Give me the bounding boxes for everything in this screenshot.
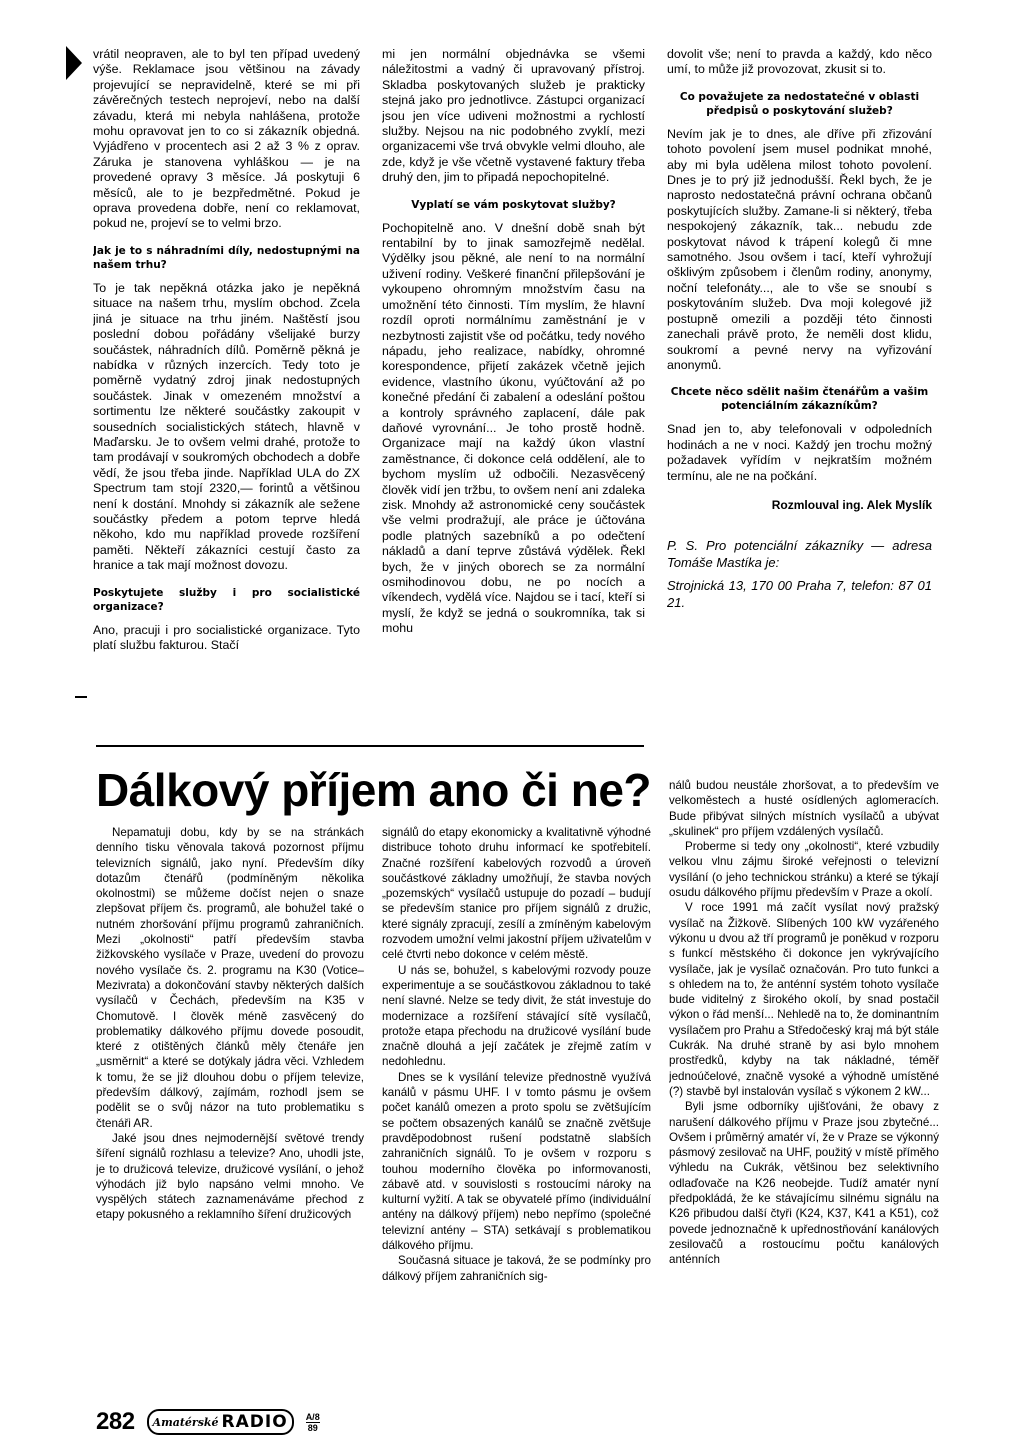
article-paragraph: signálů do etapy ekonomicky a kvalitativně výhodné distribuce tohoto druhu informací ke spotřebitelí. Značné rozšíření kabelových rozvodů a úroveň součástkové základny umožňují, že stavba nových „pozemských“ vysílačů ustupuje do pozadí – budují se především stanice pro příjem signálů z družic, které signály zpracují, zesílí a zmíněným kabelovým rozvodem umožní velmi jakostní příjem uživatelům v celé čtvrti nebo dokonce v celém městě. (382, 826, 651, 962)
interview-column-3 (667, 47, 932, 737)
section-divider (96, 745, 644, 747)
continuation-arrow-icon (66, 46, 82, 80)
interview-paragraph: To je tak nepěkná otázka jako je nepěkná situace na našem trhu, myslím obchod. Zcela jiná je situace na trhu jiném. Naštěstí jsou poslední dobou pořádány všelijaké burzy součástek, náhradních dílů. Poměrně pěkná je nabídka v různých inzercích. Tedy toto je poměrně vydatný zdroj jinak nedostupných součástek. Jinak v omezeném množství a sortimentu lze některé součástky zakoupit v sousedních socialistických státech, hlavně v Maďarsku. Je to ovšem velmi drahé, protože to tam prodávají v soukromých obchodech a dobře vědí, že jsou třeba jinde. Například ULA do ZX Spectrum tam stojí 2320,— forintů a většinou není k dostání. Mnohdy si zákazník ale sežene součástky předem a potom teprve hledá někoho, kdo mu například provede rozšíření paměti. Někteří zákazníci cestují často za hranice a tak mají možnost dovozu. (93, 280, 360, 573)
interview-paragraph: Ano, pracuji i pro socialistické organizace. Tyto platí službu fakturou. Stačí (93, 622, 360, 652)
interview-signature: Rozmlouval ing. Alek Myslík (771, 497, 932, 512)
interview-column-1 (93, 47, 360, 737)
postscript-address: Strojnická 13, 170 00 Praha 7, telefon: 87 01 21. (667, 578, 932, 611)
article-paragraph: U nás se, bohužel, s kabelovými rozvody pouze experimentuje a se součástkovou základnou to také není slavné. Nelze se tedy divit, že stát investuje do modernizace a rozšíření stávající sítě vysílačů, protože etapa přechodu na družicové vysílání bude značně dlouhá a její začátek je zřejmě zatím v nedohlednu. (382, 963, 651, 1069)
interview-paragraph: dovolit vše; není to pravda a každý, kdo něco umí, to může již provozovat, zkusit si to. (667, 47, 932, 77)
magazine-logo-name: RADIO (221, 1412, 288, 1432)
interview-paragraph: Snad jen to, aby telefonovali v odpoledních hodinách a ne v noci. Každý jen trochu možný požadavek vyřídím v nejkratším možném termínu, ale ne na počkání. (667, 422, 932, 483)
article-paragraph: V roce 1991 má začít vysílat nový pražský vysílač na Žižkově. Slíbených 100 kW vyzářeného výkonu u dvou až tří programů je poněkud v rozporu s funkcí městského či dokonce jen vykrývajícího vysílače, jak je vysílač označován. Pro tuto funkci a s ohledem na to, že anténní systém tohoto vysílače bude viditelný z širokého okolí, by snad postačil výkon o řád menší... Nehledě na to, že dominantním vysílačem pro Prahu a Středočeský kraj má být stále Cukrák. Na druhé straně by asi bylo mnohem prostředků, kdyby na tak nákladné, téměř jednoúčelové, značně vysoké a výhodně umístěné (?) stavbě byl instalován vysílač s výkonem 2 kW... (669, 901, 939, 1098)
article-paragraph: Jaké jsou dnes nejmodernější světové trendy šíření signálů rozhlasu a televize? Ano, uhodli jste, je to družicová televize, družicové vysílání, o jehož výhodách již bylo napsáno velmi mnoho. Ve vyspělých státech zaznamenáváme přechod z etapy pokusného a reklamního šíření družicových (96, 1131, 364, 1222)
article-paragraph: Byli jsme odborníky ujišťováni, že obavy z narušení dálkového příjmu v Praze jsou zbytečné... Ovšem i průměrný amatér ví, že v Praze se výkonný pásmový zesilovač na UHF, použitý v místě příměho výhledu na Cukrák, většinou bez selektivního odlaďovače na K26 neobejde. Tudíž amatér nyní předpokládá, že ke stávajícímu silnému signálu na K26 přibudou další čtyři (K24, K37, K41 a K51), což povede jednoznačně k upřednostňování kanálových zesilovačů a rostoucímu počtu kanálových anténních (669, 1100, 939, 1267)
interview-column-2 (382, 47, 645, 737)
interview-paragraph: mi jen normální objednávka se všemi náležitostmi a vadný či upravovaný přístroj. Skladba poskytovaných služeb je prakticky stejná jako pro jednotlivce. Zástupci organizací jsou jen více udiveni možnostmi a rychlostí služby. Nejsou na nic podobného zvyklí, mezi organizacemi vše trvá obvykle velmi dlouho, ale zde, když je vše včetně vystavené faktury třeba druhý den, jim to připadá nepochopitelné. (382, 47, 645, 185)
interview-paragraph: vrátil neopraven, ale to byl ten případ uvedený výše. Reklamace jsou většinou na závady projevující se nepravidelně, které se mi při závěrečných testech neprojeví, nebo na další závadu, která mi nebyla nahlášena, protože mohu opravovat jen to co si zákazník objedná. Vyjádřeno v procentech asi 2 až 3 % z oprav. Záruka je stanovena vyhláškou — je na provedené opravy 3 měsíce. Já poskytuji 6 měsíců, ale to je bezpředmětné. Pokud je oprava provedena dobře, není co reklamovat, pokud ne, projeví se to velmi brzo. (93, 47, 360, 231)
issue-number (306, 1412, 320, 1433)
article-paragraph: Dnes se k vysílání televize přednostně využívá kanálů v pásmu UHF. I v tomto pásmu je ovšem počet kanálů omezen a proto spolu se zvětšujícím se počtem obsazených kanálů se značně zvětšuje pravděpodobnost rušení podstatně slabších zahraničních signálů. To je ovšem v rozporu s touhou moderního člověka po informovanosti, zábavě atd. v souvislosti s rostoucími nároky na kulturní vyžití. A tak se obyvatelé přímo (individuální antény na dálkový příjem) nebo nepřímo (společné televizní antény – STA) setkávají s problematikou dálkového příjmu. (382, 1070, 651, 1253)
interview-question: Vyplatí se vám poskytovat služby? (411, 198, 616, 211)
interview-question: Jak je to s náhradními díly, nedostupnými na našem trhu? (93, 244, 360, 271)
interview-paragraph: Nevím jak je to dnes, ale dříve při zřizování tohoto povolení jsem musel podnikat mnohé, aby mi byla udělena milost tohoto povolení. Dnes je to prý již jednodušší. Řekl bych, že je naprosto nedostatečná právní ochrana občanů poskytujících služby. Zamane-li si některý, třeba nespokojený zákazník, tak... nebudu zde poskytovat návod k trápení kolegů či mne samotného. Jsou ovšem i tací, kteří vyhrožují ošklivým způsobem i členům rodiny, anonymy, noční telefonáty..., ale to vše se snoubí s poskytováním služeb. Dva moji kolegové již postupně omezili a později této činnosti zanechali právě proto, že neměli dost klidu, soukromí a pevné nervy na vyřizování anonymů. (667, 126, 932, 372)
article-paragraph: Nepamatuji dobu, kdy by se na stránkách denního tisku věnovala taková pozornost příjmu televizních signálů, jako nyní. Především díky dotazům čtenářů (podmíněným několika okolnostmi) se můžeme dočíst nejen o snaze zlepšovat příjem čs. programů, ale bohužel také o nutném zhoršování příjmu programů zahraničních. Mezi „okolnosti“ patří především stavba žižkovského vysílače v Praze, uvedení do provozu nového vysílače čs. 2. programu na K30 (Votice–Mezivrata) a dokončování stavby některých dalších vysílačů v Čechách, především na K35 v Chomutově. I člověk méně zasvěcený do problematiky dálkového příjmu dovede posoudit, které z otištěných článků měly čtenáře jen „usměrnit“ a které se dotýkaly jádra věci. Vzhledem k tomu, že se již dlouhou dobu o příjem televize, především dálkový, zajímám, rozhodl jsem se podělit se o svůj názor na tuto problematiku s čtenáři AR. (96, 826, 364, 1130)
interview-question: Poskytujete služby i pro socialistické organizace? (93, 586, 360, 613)
article-paragraph: Proberme si tedy ony „okolnosti“, které vzbudily velkou vlnu zájmu široké veřejnosti o televizní vysílání (o jeho technickou stránku) a které se týkají osudu dálkového příjmu především v Praze a okolí. (669, 840, 939, 900)
interview-question: Co považujete za nedostatečné v oblasti předpisů o poskytování služeb? (679, 90, 920, 117)
interview-question: Chcete něco sdělit našim čtenářům a vašim potenciálním zákazníkům? (670, 386, 929, 413)
magazine-logo-script: Amatérské (152, 1415, 219, 1429)
article-column-1 (96, 825, 364, 1400)
article-headline: Dálkový příjem ano či ne? (96, 764, 652, 816)
article-column-2 (382, 825, 651, 1400)
interview-paragraph: Pochopitelně ano. V dnešní době snah být rentabilní by to jinak samozřejmě nedělal. Výdělky jsou pěkné, ale není to na normální uživení rodiny. Veškeré finanční přilepšování je vykoupeno ohromným množstvím času na umožnění této činnosti. Tím myslím, že hlavní rozdíl oproti normálnímu zaměstnání je v nezbytnosti zajistit vše od počátku, tedy nového nápadu, jeho realizace, nabídky, ohromné korespondence, přijetí zakázek včetně jejich evidence, vlastního úkonu, vyúčtování až po konečné předání či zabalení a odeslání poštou a kontroly správného zaplacení, dále pak daňové vyrovnání... Je toho prostě hodně. Organizace mají na každý úkon vlastní zaměstnance, či dokonce celá oddělení, ale to bychom myslím už odbočili. Nezasvěcený člověk vidí jen tržbu, to ovšem není ani zdaleka zisk. Mnohdy až astronomické ceny součástek vše velmi prodražují, ale práce je účtována podle platných sazebníků a po odečtení nákladů a daní teprve zůstává výdělek. Řekl bych, že v jiných oborech se za normální osmihodinovou dobu, ne po nocích a víkendech, vydělá více. Najdou se i tací, kteří si myslí, že když se jedná o soukromníka, tak si mohu (382, 220, 645, 636)
magazine-logo (147, 1409, 294, 1435)
answer-dash (75, 696, 87, 698)
article-paragraph: nálů budou neustále zhoršovat, a to především ve velkoměstech a husté osídlených aglomeracích. Bude přibývat silných místních vysílačů a ubývat „skulinek“ pro příjem vzdálených vysílačů. (669, 779, 939, 838)
page-number: 282 (96, 1408, 135, 1435)
article-column-3 (669, 778, 939, 1438)
page-footer (96, 1405, 320, 1439)
postscript: P. S. Pro potenciální zákazníky — adresa Tomáše Mastíka je: (667, 538, 932, 571)
issue-number-bottom: 89 (307, 1422, 318, 1433)
article-paragraph: Současná situace je taková, že se podmínky pro dálkový příjem zahraničních sig- (382, 1254, 651, 1283)
issue-number-top: A/8 (305, 1411, 320, 1422)
